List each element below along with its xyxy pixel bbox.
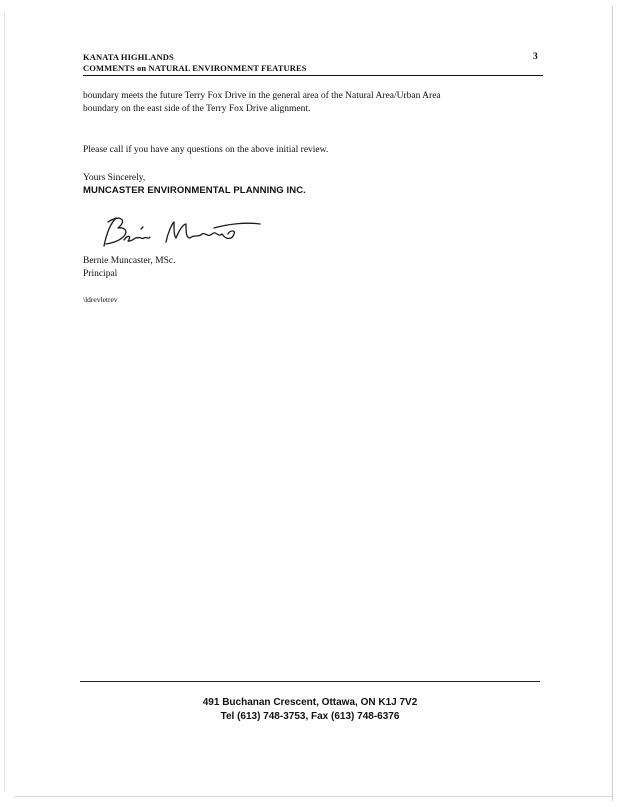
body-paragraph-1-line-1: boundary meets the future Terry Fox Drive in the general area of the Natural Area/Urban Area xyxy=(83,91,441,101)
page-edge-left xyxy=(4,12,5,792)
handwritten-signature-icon xyxy=(94,212,264,252)
body-paragraph-1 xyxy=(83,90,543,115)
page-edge-bottom xyxy=(14,796,612,797)
body-paragraph-2 xyxy=(83,144,543,157)
closing-company-name: MUNCASTER ENVIRONMENTAL PLANNING INC. xyxy=(83,184,306,196)
header-rule xyxy=(83,75,543,76)
closing-salutation: Yours Sincerely, xyxy=(83,173,146,183)
footer-rule xyxy=(80,681,540,682)
header-document-subject: COMMENTS on NATURAL ENVIRONMENT FEATURES xyxy=(83,63,307,73)
signer-block xyxy=(83,255,543,280)
body-paragraph-1-line-2: boundary on the east side of the Terry Fox Drive alignment. xyxy=(83,103,311,114)
file-reference: \ldrevletrev xyxy=(83,295,118,304)
header-project-title: KANATA HIGHLANDS xyxy=(83,52,174,62)
page-number: 3 xyxy=(533,52,538,62)
page-header xyxy=(83,52,543,76)
body-paragraph-2-text: Please call if you have any questions on the above initial review. xyxy=(83,145,329,155)
footer-contact: Tel (613) 748-3753, Fax (613) 748-6376 xyxy=(220,711,400,722)
closing-block xyxy=(83,172,543,197)
signer-title: Principal xyxy=(83,268,118,279)
page-edge-right xyxy=(612,6,613,801)
signer-name: Bernie Muncaster, MSc. xyxy=(83,256,176,266)
footer-address: 491 Buchanan Crescent, Ottawa, ON K1J 7V2 xyxy=(202,697,418,708)
letterhead-footer xyxy=(80,696,540,724)
